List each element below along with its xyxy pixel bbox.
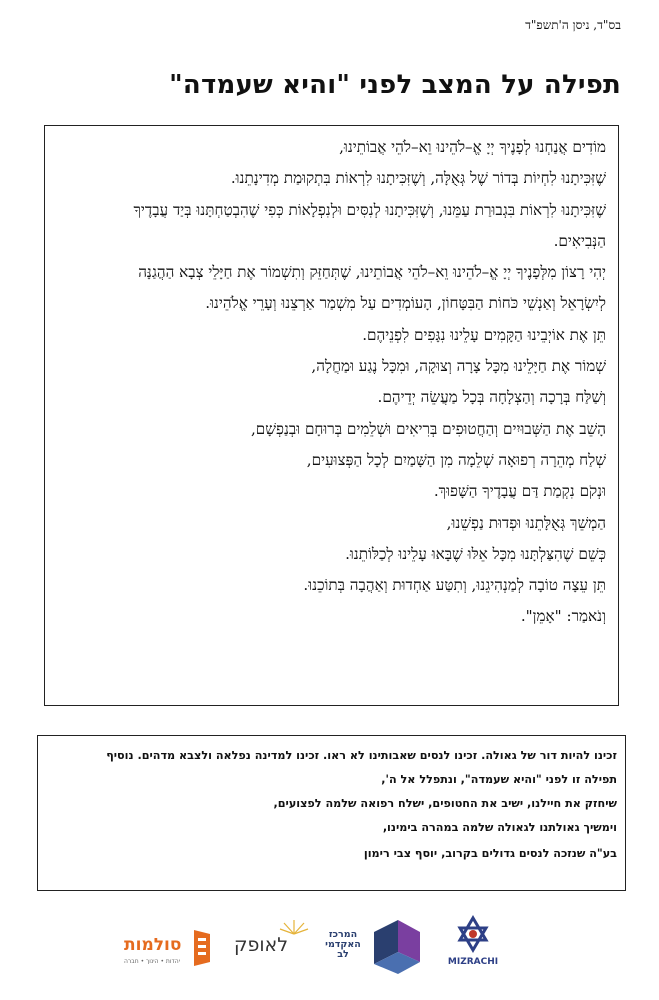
notes-box (37, 735, 626, 891)
prayer-line: יְהִי רָצוֹן מִלְּפָנֶיךָ יְיָ אֱ–לֹהֵינוּ וֵא–לֹהֵי אֲבוֹתֵינוּ, שֶׁתְּחַזֵּק וְתִשְׁמוֹר אֶת חַיָּלֵי צְבָא הַהֲגַנָּה (138, 263, 606, 282)
prayer-line: כְּשֵׁם שֶׁהִצַּלְתָּנוּ מִכָּל אֵלּוּ שֶׁבָּאוּ עָלֵינוּ לְכַלּוֹתֵנוּ. (345, 544, 606, 563)
note-line: זכינו להיות דור של גאולה. זכינו לנסים שאבותינו לא ראו. זכינו למדינה נפלאה ולצבא מדהים. נוסיף (106, 749, 617, 762)
note-line: וימשיך גאולתנו לגאולה שלמה במהרה בימינו, (382, 821, 617, 834)
note-line: תפילה זו לפני "והיא שעמדה", ונתפלל אל ה', (381, 773, 617, 786)
ofek-logo (228, 912, 314, 984)
signature: בע"ה שנזכה לנסים גדולים בקרוב, יוסף צבי רימון (363, 847, 617, 860)
prayer-line: וְנֹאמַר: "אָמֵן". (520, 607, 606, 626)
page-title: תפילה על המצב לפני "והיא שעמדה" (169, 70, 621, 100)
prayer-line: שְׁמוֹר אֶת חַיָּלֵינוּ מִכָּל צָרָה וְצוּקָה, וּמִכָּל נֶגַע וּמַחֲלָה, (311, 357, 606, 376)
star-of-david-icon (438, 912, 508, 984)
prayer-line: לְיִשְׂרָאֵל וְאַנְשֵׁי כֹּחוֹת הַבִּטָּחוֹן, הָעוֹמְדִים עַל מִשְׁמַר אַרְצֵנוּ וְעָרֵי אֱלֹהֵינוּ. (205, 294, 606, 313)
note-line: שיחזק את חיילנו, ישיב את החטופים, ישלח רפואה שלמה לפצועים, (273, 797, 617, 810)
mizrachi-name: MIZRACHI (447, 957, 499, 967)
prayer-line: הַנְּבִיאִים. (553, 231, 606, 250)
prayer-line: הָשֵׁב אֶת הַשְּׁבוּיִים וְהַחֲטוּפִים בְּרִיאִים וּשְׁלֵמִים בְּרוּחָם וּבְנַפְשָׁם, (250, 419, 606, 438)
merkaz-logo (320, 912, 430, 984)
merkaz-emblem-icon (320, 912, 430, 984)
prayer-line: מוֹדִים אֲנַחְנוּ לְפָנֶיךָ יְיָ אֱ–לֹהֵינוּ וֵא–לֹהֵי אֲבוֹתֵינוּ, (339, 138, 606, 156)
prayer-line: תֵּן אֶת אוֹיְבֵינוּ הַקָּמִים עָלֵינוּ נִגָּפִים לִפְנֵיהֶם. (362, 325, 606, 344)
merkaz-name: המרכז האקדמי לב (325, 929, 361, 960)
prayer-line: וְשַׁלַּח בְּרָכָה וְהַצְלָחָה בְּכָל מַעֲשֵׂה יְדֵיהֶם. (377, 388, 606, 407)
dateline: בס"ד, ניסן ה'תשפ"ד (525, 18, 621, 32)
prayer-line: שֶׁזִּכִּיתָנוּ לִחְיוֹת בְּדוֹר שֶׁל גְּאֻלָּה, וְשֶׁזִּכִּיתָנוּ לִרְאוֹת בִּתְקוּמַת מְדִינָתֵנוּ. (230, 169, 606, 188)
ofek-name: לאופק (234, 934, 289, 956)
logo-strip (120, 912, 540, 984)
solmot-logo (120, 912, 215, 984)
solmot-tagline: יהדות • הינוך • חברה (124, 958, 181, 965)
prayer-line: שֶׁזִּכִּיתָנוּ לִרְאוֹת בִּגְבוּרַת עַמֵּנוּ, וְשֶׁזִּכִּיתָנוּ לְנִסִּים וּלְנִפְלָאוֹת כְּפִי שֶׁהִבְטַחְתָּנוּ בְּיַד עֲבָדֶיךָ (133, 200, 606, 219)
mizrachi-logo (438, 912, 508, 984)
prayer-line: הַמְשֵׁךְ גְּאֻלָּתֵנוּ וּפְדוּת נַפְשֵׁנוּ, (446, 513, 606, 532)
prayer-line: שְׁלַח מְהֵרָה רְפוּאָה שְׁלֵמָה מִן הַשָּׁמַיִם לְכָל הַפְּצוּעִים, (306, 450, 606, 469)
solmot-name: סולמות (124, 935, 182, 955)
prayer-line: וּנְקֹם נִקְמַת דַּם עֲבָדֶיךָ הַשָּׁפוּךְ. (433, 482, 606, 501)
prayer-line: תֵּן עֵצָה טוֹבָה לְמַנְהִיגֵנוּ, וְתִטַּע אַחְדוּת וְאַהֲבָה בְּתוֹכֵנוּ. (303, 576, 606, 595)
prayer-box (44, 125, 619, 706)
